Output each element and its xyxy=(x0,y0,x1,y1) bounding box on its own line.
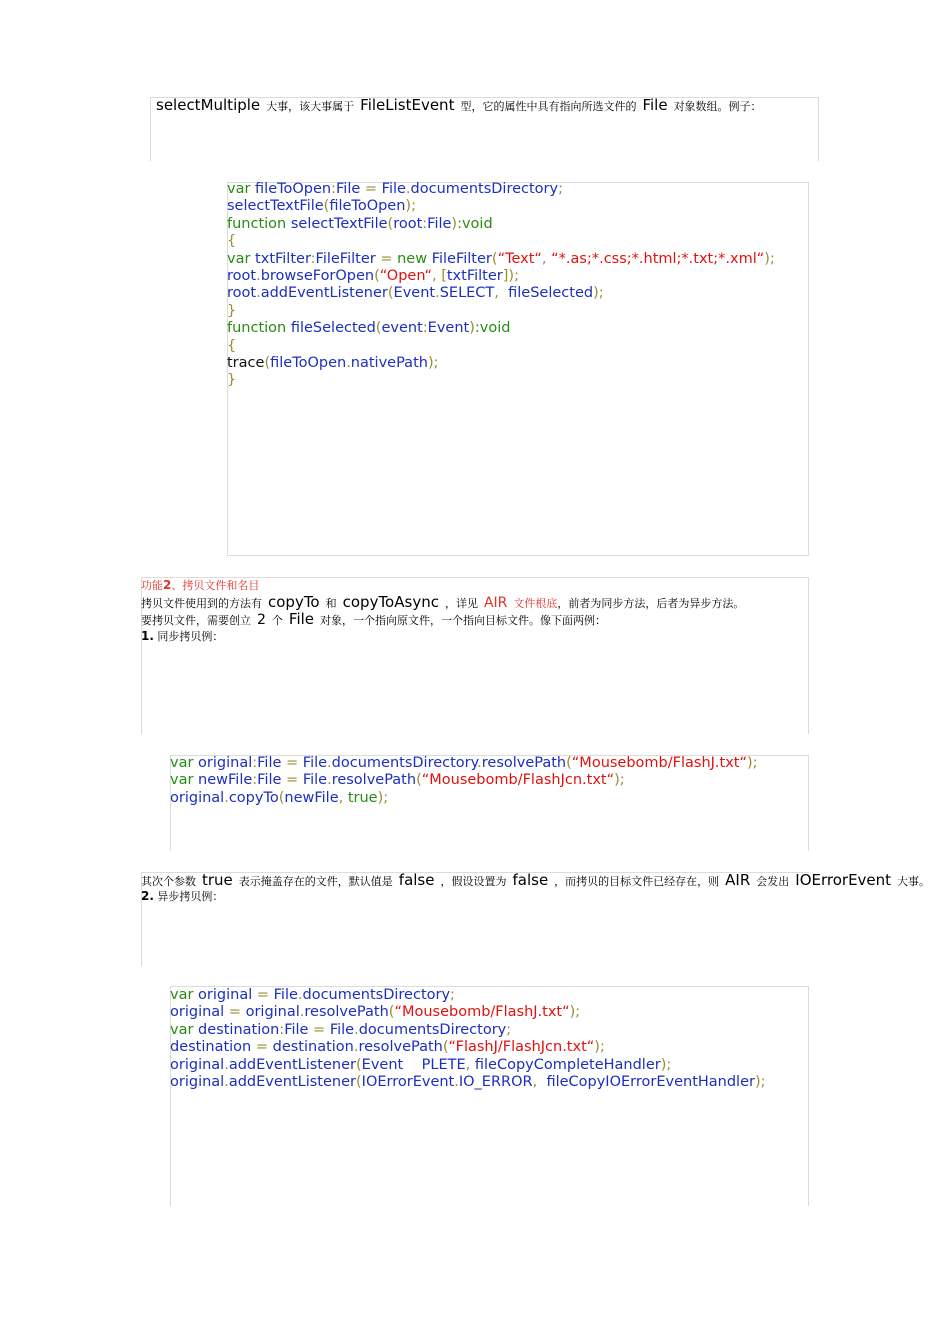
text-run: IOErrorEvent xyxy=(795,871,892,889)
code-token: ) xyxy=(469,320,475,337)
code-token: fileCopyIOErrorEventHandler xyxy=(546,1073,755,1090)
code-token: “Text“ xyxy=(497,250,542,267)
text-run: AIR xyxy=(725,871,751,889)
code-token: : xyxy=(422,320,428,337)
code-line xyxy=(227,251,775,268)
code-token: original xyxy=(170,789,225,806)
code-token: original xyxy=(170,1004,225,1021)
code-token: ) xyxy=(451,215,458,232)
text-run: AIR xyxy=(483,595,508,611)
code-token: :void xyxy=(457,215,493,232)
code-token: ); xyxy=(764,250,775,267)
code-token: = xyxy=(251,1039,273,1056)
code-token: ); xyxy=(405,198,416,215)
code-token: resolvePath xyxy=(304,1004,389,1021)
code-token: : xyxy=(279,1021,285,1038)
copy-section-line-2 xyxy=(141,611,606,629)
code-token: var xyxy=(227,181,251,197)
text-run: 型，它的属性中具有指向所选文件的 xyxy=(460,100,637,113)
text-run: false xyxy=(512,871,549,889)
code-token: destination xyxy=(193,1021,280,1038)
code-token: FileFilter xyxy=(427,250,492,267)
code-line xyxy=(170,1039,766,1056)
code-token: var xyxy=(227,250,251,267)
code-token: “Open“ xyxy=(379,267,432,284)
text-run: FileListEvent xyxy=(360,96,455,114)
code-token: addEventListener xyxy=(260,285,388,302)
code-token: documentsDirectory xyxy=(358,1021,507,1038)
code-token: ); xyxy=(593,285,604,302)
code-token: . xyxy=(327,755,332,771)
text-run: ，而拷贝的目标文件已经存在， xyxy=(554,875,709,888)
intro-paragraph xyxy=(150,97,762,115)
code-token: . xyxy=(454,1073,459,1090)
code-token: addEventListener xyxy=(228,1056,356,1073)
code-token: File xyxy=(302,772,328,789)
code-token: addEventListener xyxy=(228,1073,356,1090)
code-token: SELECT xyxy=(439,285,495,302)
code-token: FileFilter xyxy=(315,250,376,267)
code-token: new xyxy=(397,250,428,267)
code-token: . xyxy=(256,267,261,284)
code-line xyxy=(227,372,775,389)
code-token: ( xyxy=(264,354,271,371)
code-token: newFile xyxy=(193,772,253,789)
text-run: 同步拷贝例： xyxy=(153,630,224,643)
text-run: File xyxy=(288,610,315,628)
code-token: = xyxy=(360,181,382,197)
code-token: . xyxy=(346,354,351,371)
code-token: ( xyxy=(491,250,498,267)
code-token: fileCopyCompleteHandler xyxy=(474,1056,661,1073)
code-token: var xyxy=(170,1021,194,1038)
code-token: ( xyxy=(442,1039,449,1056)
code-block-select-file xyxy=(227,181,775,390)
code-token: “Mousebomb/FlashJ.txt“ xyxy=(571,755,747,771)
code-token: = xyxy=(252,987,274,1003)
code-token: ( xyxy=(387,285,394,302)
code-token: } xyxy=(227,302,237,319)
sync-copy-heading xyxy=(141,628,223,645)
text-run: 、拷贝文件和名目 xyxy=(171,579,260,592)
code-line xyxy=(170,1057,766,1074)
code-token: original xyxy=(170,1056,225,1073)
code-token: File xyxy=(381,181,406,197)
code-token: destination xyxy=(170,1039,252,1056)
code-token: , xyxy=(541,250,552,267)
text-run: 和 xyxy=(325,597,337,610)
code-token: copyTo xyxy=(228,789,279,806)
code-token: selectTextFile xyxy=(227,198,324,215)
code-token: original xyxy=(193,987,253,1003)
code-line xyxy=(227,303,775,320)
text-run: false xyxy=(398,871,435,889)
async-copy-heading xyxy=(141,888,223,905)
text-run: File xyxy=(642,96,668,114)
code-line xyxy=(170,987,766,1004)
code-token: documentsDirectory xyxy=(302,987,451,1003)
code-token: { xyxy=(227,233,237,250)
code-token: Event xyxy=(393,285,436,302)
text-run: 异步拷贝例： xyxy=(153,890,224,903)
code-token: File xyxy=(302,755,328,771)
code-token: : xyxy=(252,772,258,789)
code-token: ); xyxy=(377,789,389,806)
code-token: File xyxy=(329,1021,355,1038)
code-block-async-copy xyxy=(170,987,766,1091)
code-token: ( xyxy=(566,755,572,771)
code-token: documentsDirectory xyxy=(331,755,478,771)
text-run: 会发出 xyxy=(756,875,790,888)
code-token: fileToOpen xyxy=(250,181,332,197)
code-token: File xyxy=(257,772,282,789)
code-token: { xyxy=(227,337,237,354)
code-token: var xyxy=(170,755,194,771)
code-token: = xyxy=(281,772,303,789)
code-token: . xyxy=(224,1073,229,1090)
code-token: ( xyxy=(387,215,394,232)
code-token: File xyxy=(273,987,298,1003)
code-token: selectTextFile xyxy=(290,215,388,232)
code-token: . xyxy=(224,789,229,806)
text-run: selectMultiple xyxy=(156,96,261,114)
code-token: fileToOpen xyxy=(329,198,406,215)
code-token: trace xyxy=(227,354,265,371)
text-run: 表示掩盖存在的文件，默认值是 xyxy=(238,875,393,888)
code-token: : xyxy=(310,250,316,267)
code-token: File xyxy=(427,215,452,232)
text-run: 2. xyxy=(141,889,154,903)
code-token: , xyxy=(338,789,348,806)
code-token: . xyxy=(354,1021,359,1038)
code-token: = xyxy=(224,1004,246,1021)
code-token: ); xyxy=(427,354,439,371)
code-token: ( xyxy=(375,320,382,337)
code-token: fileSelected xyxy=(508,285,594,302)
code-token: nativePath xyxy=(350,354,428,371)
code-line xyxy=(227,268,775,285)
code-token: . xyxy=(405,181,411,197)
text-run: 个 xyxy=(271,614,283,627)
code-token: ; xyxy=(506,1021,512,1038)
code-token: txtFilter xyxy=(446,267,503,284)
code-token: . xyxy=(477,755,482,771)
code-token: . xyxy=(299,1004,305,1021)
text-run: ，假设设置为 xyxy=(440,875,507,888)
code-token: “Mousebomb/FlashJ.txt“ xyxy=(394,1004,570,1021)
code-token: Event PLETE xyxy=(361,1056,466,1073)
code-token: “*.as;*.css;*.html;*.txt;*.xml“ xyxy=(551,250,765,267)
code-line xyxy=(227,233,775,250)
text-run: 1. xyxy=(141,629,154,643)
code-token: . xyxy=(297,987,303,1003)
code-line xyxy=(170,1022,766,1039)
code-token: : xyxy=(252,755,258,771)
code-token: ( xyxy=(388,1004,395,1021)
code-token: function xyxy=(227,320,291,337)
code-token: “Mousebomb/FlashJcn.txt“ xyxy=(421,772,615,789)
code-token: original xyxy=(193,755,253,771)
code-token: } xyxy=(227,372,237,389)
text-run: copyTo xyxy=(268,593,320,611)
text-run: true xyxy=(202,871,233,889)
code-token: . xyxy=(327,772,332,789)
code-line xyxy=(170,1074,766,1091)
code-token: File xyxy=(284,1021,309,1038)
code-token: , xyxy=(465,1056,475,1073)
code-line xyxy=(227,216,775,233)
code-token: original xyxy=(245,1004,300,1021)
text-run: 对象数组。例子： xyxy=(673,100,762,113)
code-token: . xyxy=(224,1056,229,1073)
code-line xyxy=(227,338,775,355)
code-token: File xyxy=(336,181,361,197)
code-token: , [ xyxy=(431,267,447,284)
code-token: File xyxy=(257,755,282,771)
code-token: “FlashJ/FlashJcn.txt“ xyxy=(448,1039,595,1056)
code-token: ( xyxy=(323,198,330,215)
code-token: newFile xyxy=(284,789,339,806)
code-token: . xyxy=(256,285,261,302)
code-token: . xyxy=(353,1039,359,1056)
text-run: ，前者为同步方法，后者为异步方法。 xyxy=(557,597,745,610)
code-token: ; xyxy=(558,181,563,197)
code-block-sync-copy xyxy=(170,755,758,807)
text-run: 功能 xyxy=(141,579,163,592)
text-run: 大事，该大事属于 xyxy=(266,100,355,113)
code-line xyxy=(170,790,758,807)
code-token: ]); xyxy=(502,267,519,284)
text-run: copyToAsync xyxy=(342,593,439,611)
text-run: 要拷贝文件，需要创立 xyxy=(141,614,251,627)
code-token: :void xyxy=(474,320,511,337)
code-token: ( xyxy=(374,267,380,284)
text-run: 则 xyxy=(708,875,720,888)
text-run: 2 xyxy=(163,578,172,592)
copy-section-heading xyxy=(141,577,259,594)
text-run: 文件根底 xyxy=(513,597,558,610)
code-token: ); xyxy=(754,1073,766,1090)
code-token: fileSelected xyxy=(290,320,376,337)
code-token: root xyxy=(393,215,423,232)
code-token: destination xyxy=(272,1039,354,1056)
code-token: resolvePath xyxy=(358,1039,443,1056)
text-run: 2 xyxy=(257,612,266,628)
code-token: ); xyxy=(614,772,625,789)
overwrite-note-line xyxy=(141,872,930,890)
code-line xyxy=(170,755,758,772)
code-token: , xyxy=(532,1073,547,1090)
text-run: 对象，一个指向原文件，一个指向目标文件。像下面两例： xyxy=(320,614,607,627)
code-token: . xyxy=(435,285,440,302)
code-token: event xyxy=(381,320,423,337)
code-token: : xyxy=(331,181,337,197)
code-token: txtFilter xyxy=(250,250,311,267)
code-token: ); xyxy=(569,1004,581,1021)
code-token: Event xyxy=(427,320,470,337)
code-token: var xyxy=(170,772,194,789)
code-token: function xyxy=(227,215,291,232)
text-run: ，详见 xyxy=(444,597,478,610)
code-line xyxy=(227,320,775,337)
code-token: original xyxy=(170,1073,225,1090)
code-token: ; xyxy=(450,987,455,1003)
code-token: IOErrorEvent xyxy=(361,1073,455,1090)
code-line xyxy=(170,772,758,789)
code-token: resolvePath xyxy=(331,772,417,789)
code-line xyxy=(227,355,775,372)
code-token: = xyxy=(281,755,303,771)
code-line xyxy=(227,181,775,198)
code-line xyxy=(170,1004,766,1021)
code-token: true xyxy=(347,789,378,806)
code-token: resolvePath xyxy=(481,755,567,771)
code-token: var xyxy=(170,987,194,1003)
code-token: root xyxy=(227,267,257,284)
code-token: root xyxy=(227,285,257,302)
code-token: , xyxy=(494,285,509,302)
code-token: ( xyxy=(356,1056,362,1073)
code-line xyxy=(227,285,775,302)
code-token: browseForOpen xyxy=(260,267,375,284)
code-token: documentsDirectory xyxy=(410,181,559,197)
code-token: IO_ERROR xyxy=(458,1073,533,1090)
code-token: = xyxy=(308,1021,330,1038)
code-token: ( xyxy=(356,1073,362,1090)
text-run: 大事。 xyxy=(897,875,931,888)
text-run: 其次个参数 xyxy=(141,875,196,888)
code-token: ); xyxy=(747,755,758,771)
code-token: ( xyxy=(416,772,422,789)
code-line xyxy=(227,198,775,215)
text-run: 拷贝文件使用到的方法有 xyxy=(141,597,262,610)
code-token: : xyxy=(422,215,428,232)
copy-section-line-1 xyxy=(141,594,744,612)
code-token: ); xyxy=(594,1039,605,1056)
code-token: ); xyxy=(660,1056,672,1073)
code-token: = xyxy=(375,250,398,267)
code-token: fileToOpen xyxy=(270,354,347,371)
code-token: ( xyxy=(278,789,285,806)
